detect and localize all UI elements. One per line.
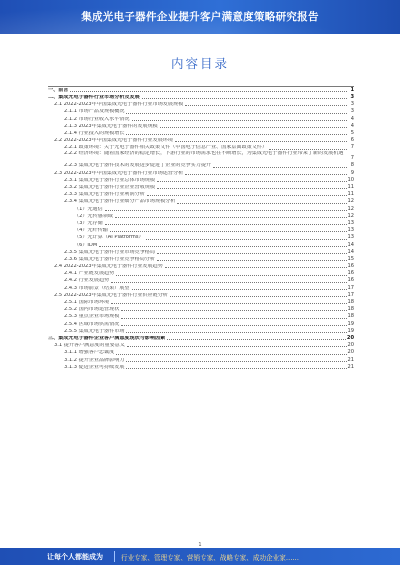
footer-banner <box>0 548 400 565</box>
toc-leader-dots <box>147 195 347 196</box>
toc-entry-label: 2.3.6 集成光电子器件行业竞争格局分析 <box>64 256 155 262</box>
table-of-contents <box>48 86 354 370</box>
toc-entry-label: 三、集成光电子器件企业客户满意度现状与影响因素 <box>48 335 166 341</box>
toc-entry-page: 7 <box>350 144 354 151</box>
toc-entry-page: 18 <box>347 306 354 313</box>
toc-entry-page: 19 <box>347 327 354 334</box>
toc-entry[interactable] <box>48 115 354 122</box>
page-number: 1 <box>198 542 202 548</box>
footer-slogan-left: 让每个人都能成为 <box>47 553 103 561</box>
toc-entry-label: 2.1.4 行业投入的规模增长 <box>64 130 125 136</box>
toc-entry-label: 3.1.3 促进企业可持续发展 <box>64 364 125 370</box>
toc-entry[interactable] <box>48 248 354 255</box>
toc-entry-page: 1 <box>350 86 354 93</box>
toc-entry-label: （6）IDM <box>74 242 98 248</box>
toc-entry-label: （1）光通信 <box>74 206 103 212</box>
toc-entry[interactable] <box>48 176 354 183</box>
toc-entry[interactable] <box>48 190 354 197</box>
toc-entry[interactable] <box>48 198 354 205</box>
toc-leader-dots <box>127 346 347 347</box>
toc-entry-label: 3.1.2 提升企业品牌影响力 <box>64 357 125 363</box>
toc-entry-label: 2.4.2 行业发展趋势 <box>64 278 110 284</box>
toc-leader-dots <box>132 120 347 121</box>
toc-leader-dots <box>213 167 347 168</box>
toc-entry[interactable] <box>48 356 354 363</box>
toc-entry[interactable] <box>48 108 354 115</box>
toc-leader-dots <box>185 105 347 106</box>
toc-entry-label: 2.5.5 集成光电子器件市场 <box>64 328 125 334</box>
toc-entry-label: 2.3.3 集成光电子器件行业利润分析 <box>64 192 145 198</box>
toc-entry-page: 9 <box>350 169 354 176</box>
toc-entry-label: 2.3 2022-2023年中国集成光电子器件行业市场运营分析 <box>54 170 184 176</box>
toc-entry-page: 11 <box>347 191 354 198</box>
toc-entry[interactable] <box>48 183 354 190</box>
toc-entry-page: 19 <box>347 320 354 327</box>
toc-entry[interactable] <box>48 277 354 284</box>
toc-leader-dots <box>121 325 346 326</box>
toc-entry-page: 18 <box>347 299 354 306</box>
toc-entry-page: 20 <box>346 334 354 341</box>
toc-entry-label: 2.1.1 市场产品及规模概况 <box>64 109 125 115</box>
toc-entry-label: 2.5.1 国际市场环境 <box>64 300 110 306</box>
toc-leader-dots <box>110 231 347 232</box>
toc-entry-label: 2.1.3 2023年集成光电子器件的发展规模 <box>64 123 158 129</box>
toc-leader-dots <box>177 203 346 204</box>
toc-entry-page: 14 <box>347 241 354 248</box>
toc-entry[interactable] <box>48 298 354 305</box>
toc-entry-label: 2.5.2 国内市场运营现状 <box>64 307 120 313</box>
toc-entry-page: 6 <box>350 137 354 144</box>
toc-leader-dots <box>121 318 346 319</box>
toc-entry-label: 2.2.1 政策环境：关于光电子器件相关政策文件（中国电子信息产业、国家层面政策文件） <box>64 145 268 151</box>
toc-heading: 内容目录 <box>170 56 229 71</box>
toc-entry[interactable] <box>48 334 354 341</box>
footer-divider <box>114 551 115 562</box>
toc-entry-page: 20 <box>347 342 354 349</box>
toc-entry-label: （4）光纤传输 <box>74 228 108 234</box>
toc-entry[interactable] <box>48 136 354 143</box>
toc-leader-dots <box>185 174 347 175</box>
toc-leader-dots <box>175 141 347 142</box>
toc-entry-page: 13 <box>347 234 354 241</box>
toc-leader-dots <box>121 310 346 311</box>
toc-entry-label: （5）光计算（AI Platforms） <box>74 235 144 241</box>
toc-leader-dots <box>99 246 346 247</box>
footer-slogan-right: 行业专家、管理专家、营销专家、战略专家、成功企业家…… <box>121 554 300 562</box>
toc-entry[interactable] <box>48 291 354 298</box>
toc-entry[interactable] <box>48 327 354 334</box>
toc-entry[interactable] <box>48 212 354 219</box>
toc-leader-dots <box>126 368 346 369</box>
toc-leader-dots <box>170 296 347 297</box>
toc-entry-label: 2.5.4 区域市场供需情况 <box>64 321 120 327</box>
toc-entry[interactable] <box>48 100 354 107</box>
toc-entry-page: 3 <box>350 108 354 115</box>
toc-entry-page: 20 <box>347 349 354 356</box>
toc-entry[interactable] <box>48 129 354 136</box>
toc-entry-label: 2.3.4 集成光电子器件行业细分产品市场规模分析 <box>64 199 176 205</box>
toc-entry[interactable] <box>48 219 354 226</box>
toc-leader-dots <box>111 282 346 283</box>
toc-entry[interactable] <box>48 284 354 291</box>
toc-entry-label: 2.5.3 重点企业市场规模 <box>64 314 120 320</box>
toc-leader-dots <box>142 98 347 99</box>
toc-entry-page: 21 <box>347 363 354 370</box>
toc-entry-page: 14 <box>347 248 354 255</box>
toc-entry[interactable] <box>48 205 354 212</box>
toc-entry-page: 12 <box>347 198 354 205</box>
toc-entry-page: 15 <box>347 255 354 262</box>
toc-leader-dots <box>157 260 347 261</box>
toc-entry-page: 12 <box>347 212 354 219</box>
toc-entry[interactable] <box>48 262 354 269</box>
toc-leader-dots <box>105 224 347 225</box>
toc-leader-dots <box>70 91 347 92</box>
toc-entry[interactable] <box>48 363 354 370</box>
toc-entry[interactable] <box>48 169 354 176</box>
toc-entry-label: 2.1.2 市场行业收入水平情况 <box>64 116 130 122</box>
report-title: 集成光电子器件企业提升客户满意度策略研究报告 <box>81 11 319 23</box>
toc-entry[interactable] <box>48 313 354 320</box>
toc-entry[interactable] <box>48 341 354 348</box>
toc-entry-page: 11 <box>347 184 354 191</box>
toc-entry-page: 16 <box>347 263 354 270</box>
toc-entry-page: 4 <box>350 115 354 122</box>
toc-entry[interactable] <box>48 255 354 262</box>
toc-entry[interactable] <box>48 226 354 233</box>
toc-entry-page: 21 <box>347 356 354 363</box>
toc-entry-page: 8 <box>350 162 354 169</box>
toc-entry-page: 18 <box>347 313 354 320</box>
toc-leader-dots <box>126 113 347 114</box>
toc-entry-label: 3.1.1 增强客户忠诚度 <box>64 350 115 356</box>
toc-entry[interactable] <box>48 241 354 248</box>
toc-entry[interactable] <box>48 320 354 327</box>
toc-entry-label: 一、前言 <box>48 87 69 93</box>
toc-leader-dots <box>105 210 347 211</box>
toc-entry[interactable] <box>48 122 354 129</box>
toc-entry-page: 13 <box>347 219 354 226</box>
toc-leader-dots <box>126 332 346 333</box>
toc-entry-label: 2.5 2022-2023年集成光电子器件行业供应链分析 <box>54 292 168 298</box>
toc-leader-dots <box>167 339 346 340</box>
toc-entry[interactable] <box>48 151 354 162</box>
toc-leader-dots <box>132 289 347 290</box>
toc-entry-label: 2.4.3 市场前景（结果）展望 <box>64 285 130 291</box>
toc-entry-label: 2.4 2022-2023年集成光电子器件行业发展趋势 <box>54 264 163 270</box>
header-banner <box>0 0 400 34</box>
toc-leader-dots <box>157 253 347 254</box>
toc-entry[interactable] <box>48 349 354 356</box>
toc-entry-label: （2）光传感领域 <box>74 213 113 219</box>
toc-entry-page: 3 <box>350 93 354 100</box>
toc-entry-label: 2.2.2 经济环境：随着国家经济的稳定增长，下游行业的市场需求也在不断增长，为集成光电子器件行业带来了新的发展机遇 <box>64 150 344 156</box>
toc-entry-page: 5 <box>350 129 354 136</box>
toc-entry-label: 2.4.1 产业链发展趋势 <box>64 271 115 277</box>
toc-leader-dots <box>111 303 346 304</box>
toc-leader-dots <box>165 267 347 268</box>
toc-entry-label: 2.1 2022-2023年中国集成光电子器件行业市场发展规模 <box>54 102 184 108</box>
toc-entry-page: 13 <box>347 227 354 234</box>
toc-leader-dots <box>160 127 347 128</box>
toc-entry-label: 3.1 提升客户满意度的重要意义 <box>54 343 125 349</box>
toc-entry-label: 2.3.5 集成光电子器件行业市场竞争格局 <box>64 249 155 255</box>
toc-entry-label: 2.3.2 集成光电子器件行业企业营收规模 <box>64 185 155 191</box>
toc-entry-page: 17 <box>347 284 354 291</box>
toc-entry-label: 2.2.3 集成光电子器件技术的发展进步促进了企业的竞争实力提升 <box>64 163 212 169</box>
toc-entry-page: 3 <box>350 101 354 108</box>
toc-entry-label: （3）光存储 <box>74 220 103 226</box>
toc-entry-label: 2.2 2022-2023年中国集成光电子器件行业发展环境 <box>54 138 173 144</box>
toc-leader-dots <box>116 354 346 355</box>
toc-entry-page: 7 <box>350 155 354 162</box>
toc-entry[interactable] <box>48 86 354 93</box>
toc-entry-label: 2.3.1 集成光电子器件行业总体市场规模 <box>64 177 155 183</box>
toc-entry[interactable] <box>48 270 354 277</box>
toc-entry-page: 12 <box>347 205 354 212</box>
toc-entry-page: 17 <box>347 291 354 298</box>
toc-entry[interactable] <box>48 234 354 241</box>
toc-leader-dots <box>126 361 346 362</box>
toc-entry-label: 二、集成光电子器件行业市场分析及发展 <box>48 94 140 100</box>
toc-entry-page: 4 <box>350 122 354 129</box>
toc-leader-dots <box>115 217 347 218</box>
toc-entry-page: 16 <box>347 270 354 277</box>
toc-entry-page: 16 <box>347 277 354 284</box>
toc-entry-page: 10 <box>347 176 354 183</box>
toc-leader-dots <box>157 188 347 189</box>
toc-entry[interactable] <box>48 305 354 312</box>
toc-entry[interactable] <box>48 93 354 100</box>
toc-leader-dots <box>116 275 346 276</box>
toc-leader-dots <box>146 239 347 240</box>
toc-leader-dots <box>157 181 347 182</box>
toc-entry[interactable] <box>48 144 354 151</box>
toc-entry[interactable] <box>48 162 354 169</box>
toc-leader-dots <box>126 134 347 135</box>
toc-leader-dots <box>269 149 347 150</box>
